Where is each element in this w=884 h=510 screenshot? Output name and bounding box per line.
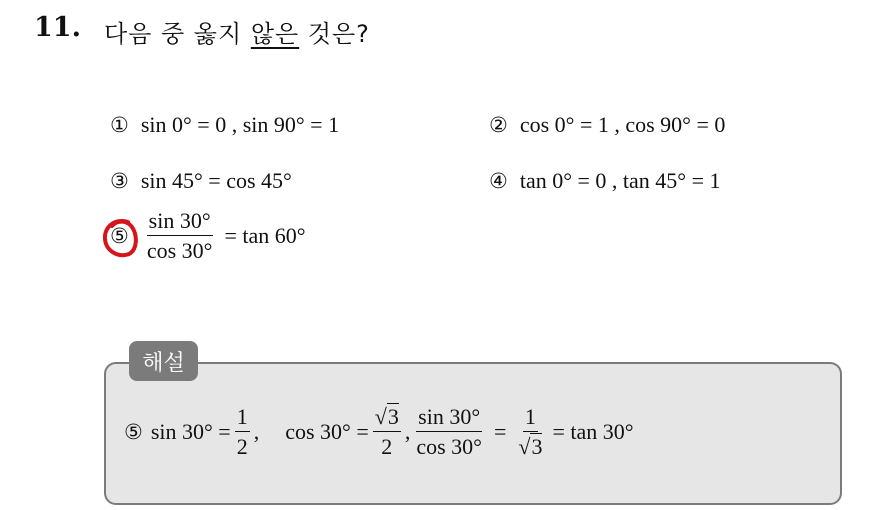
solution-root3-denominator: 2 (381, 434, 393, 460)
answer-circle-mark (100, 214, 140, 262)
solution-cos30-denominator: cos 30° (416, 434, 482, 460)
question-text (104, 14, 370, 49)
choice-1-expression: sin 0° = 0 , sin 90° = 1 (140, 112, 340, 137)
solution-tan30-rhs: = tan 30° (552, 418, 634, 444)
choice-5-mark: ⑤ (110, 223, 129, 248)
choice-4[interactable] (489, 168, 721, 194)
question-text-start: 다음 중 옳지 (104, 20, 251, 48)
solution-cos30-lhs: cos 30° = (285, 418, 369, 444)
choice-2[interactable] (489, 112, 725, 138)
solution-sin30-lhs: sin 30° = (150, 418, 231, 444)
solution-root3-numerator (373, 404, 401, 432)
solution-comma-2: , (404, 418, 411, 444)
solution-tag: 해설 (129, 341, 198, 381)
choice-1-mark: ① (110, 113, 129, 137)
radical-sign: √ (374, 404, 387, 429)
choice-5-fraction (145, 208, 215, 264)
choice-4-mark: ④ (489, 169, 508, 193)
solution-fraction-half (235, 404, 250, 460)
question-text-end: 것은? (299, 20, 370, 48)
solution-comma-1: , (253, 418, 260, 444)
choice-3-mark: ③ (110, 169, 129, 193)
question-number: 11. (34, 12, 81, 43)
choice-5-numerator: sin 30° (147, 208, 213, 236)
solution-sin30-numerator: sin 30° (416, 404, 482, 432)
choice-2-expression: cos 0° = 1 , cos 90° = 0 (519, 112, 726, 137)
solution-text (124, 404, 634, 460)
solution-half-denominator: 2 (236, 434, 248, 460)
solution-mark: ⑤ (124, 419, 143, 444)
choice-1[interactable] (110, 112, 339, 138)
radicand: 3 (387, 404, 399, 429)
choice-5-denominator: cos 30° (146, 238, 213, 264)
solution-half-numerator: 1 (235, 404, 250, 432)
solution-root3-denominator-2 (516, 432, 544, 459)
choice-3[interactable] (110, 168, 292, 194)
underlined-word: 않은 (250, 20, 300, 48)
choice-5-rhs: = tan 60° (224, 222, 306, 248)
solution-one-numerator: 1 (523, 404, 538, 432)
solution-fraction-root3-over-2 (373, 404, 401, 460)
solution-fraction-sin-over-cos (414, 404, 484, 460)
solution-equals: = (493, 418, 507, 444)
radicand-2: 3 (531, 434, 543, 460)
radical-sign-2: √ (518, 434, 531, 460)
choice-2-mark: ② (489, 113, 508, 137)
choice-3-expression: sin 45° = cos 45° (140, 168, 292, 193)
solution-fraction-1-over-root3 (516, 404, 544, 460)
choice-4-expression: tan 0° = 0 , tan 45° = 1 (519, 168, 721, 193)
